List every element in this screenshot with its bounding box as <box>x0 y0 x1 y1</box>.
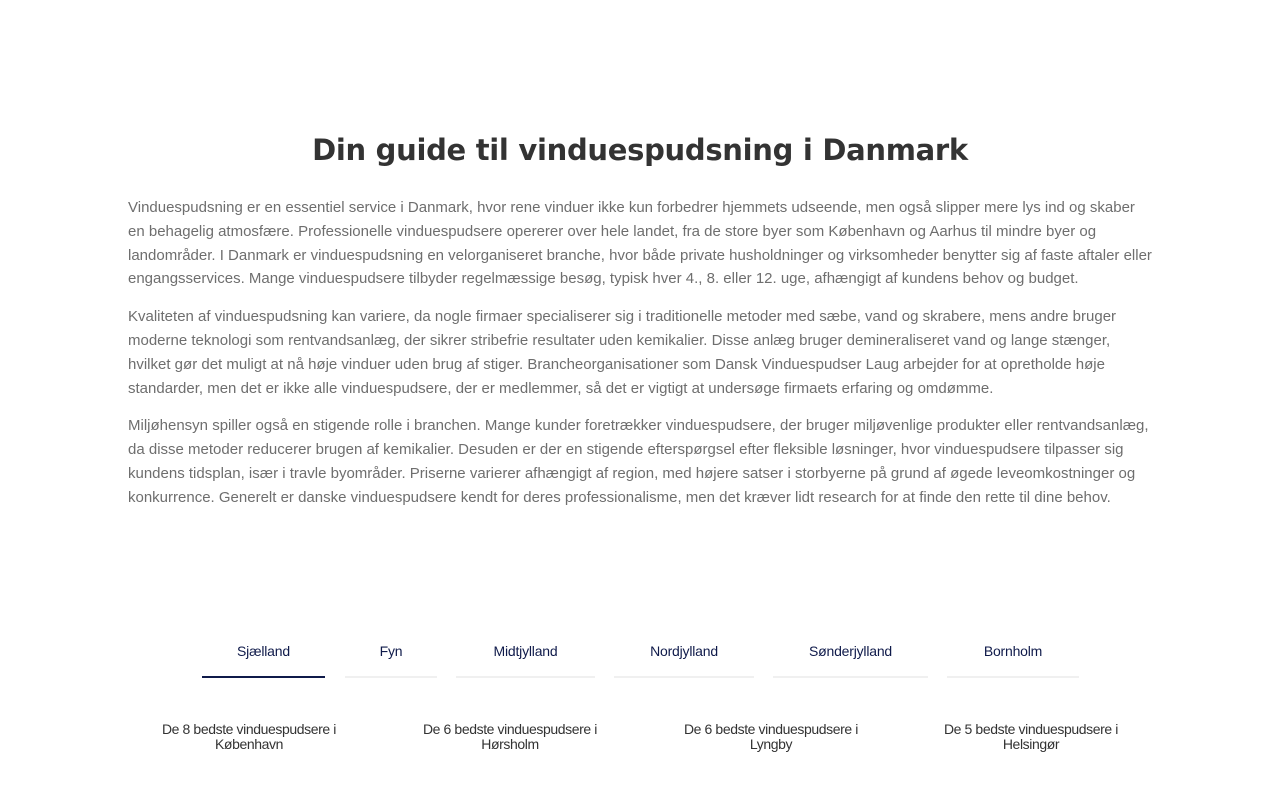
intro-paragraph: Vinduespudsning er en essentiel service i Danmark, hvor rene vinduer ikke kun forbedrer hjemmets udseende, men også slipper mere lys ind og skaber en behagelig atmosfære. Professionelle vinduespudsere opererer over hele landet, fra de store byer som København og Aarhus til mindre byer og landområder. I Danmark er vinduespudsning en velorganiseret branche, hvor både private husholdninger og virksomheder benytter sig af faste aftaler eller engangsservices. Mange vinduespudsere tilbyder regelmæssige besøg, typisk hver 4., 8. eller 12. uge, afhængigt af kundens behov og budget. <box>128 199 1152 288</box>
environment-paragraph: Miljøhensyn spiller også en stigende rolle i branchen. Mange kunder foretrækker vinduespudsere, der bruger miljøvenlige produkter eller rentvandsanlæg, da disse metoder reducerer brugen af kemikalier. Desuden er der en stigende efterspørgsel efter fleksible løsninger, hvor vinduespudsere tilpasser sig kundens tidsplan, især i travle byområder. Priserne varierer afhængigt af region, med højere satser i storbyerne på grund af øgede leveomkostninger og konkurrence. Generelt er danske vinduespudsere kendt for deres professionalisme, men det kræver lidt research for at finde den rette til dine behov. <box>128 417 1149 506</box>
city-card-helsingor[interactable] <box>910 722 1152 752</box>
tab-midtjylland[interactable]: Midtjylland <box>456 626 595 678</box>
quality-paragraph: Kvaliteten af vinduespudsning kan variere, da nogle firmaer specialiserer sig i traditionelle metoder med sæbe, vand og skrabere, mens andre bruger moderne teknologi som rentvandsanlæg, der sikrer stribefrie resultater uden kemikalier. Disse anlæg bruger demineraliseret vand og lange stænger, hvilket gør det muligt at nå høje vinduer uden brug af stiger. Brancheorganisationer som Dansk Vinduespudser Laug arbejder for at opretholde høje standarder, men det er ikke alle vinduespudsere, der er medlemmer, så det er vigtigt at undersøge firmaets erfaring og omdømme. <box>128 308 1117 397</box>
guide-section <box>128 128 1152 524</box>
tab-sonderjylland[interactable]: Sønderjylland <box>773 626 928 678</box>
city-card-kobenhavn[interactable] <box>128 722 370 752</box>
card-heading: De 6 bedste vinduespudsere i <box>683 721 859 737</box>
city-card-lyngby[interactable] <box>650 722 892 752</box>
card-city: København <box>214 736 283 752</box>
region-tabs <box>192 626 1088 678</box>
tab-bornholm[interactable]: Bornholm <box>947 626 1079 678</box>
card-heading: De 6 bedste vinduespudsere i <box>422 721 598 737</box>
card-heading: De 8 bedste vinduespudsere i <box>161 721 337 737</box>
guide-body <box>128 196 1152 510</box>
tab-fyn[interactable]: Fyn <box>345 626 437 678</box>
tab-sjaelland[interactable]: Sjælland <box>202 626 325 678</box>
tab-nordjylland[interactable]: Nordjylland <box>614 626 754 678</box>
page-title: Din guide til vinduespudsning i Danmark <box>312 133 968 167</box>
card-city: Helsingør <box>1002 736 1060 752</box>
city-card-horsholm[interactable] <box>389 722 631 752</box>
card-heading: De 5 bedste vinduespudsere i <box>943 721 1119 737</box>
card-city: Hørsholm <box>481 736 539 752</box>
card-city: Lyngby <box>749 736 793 752</box>
city-cards <box>128 722 1152 762</box>
